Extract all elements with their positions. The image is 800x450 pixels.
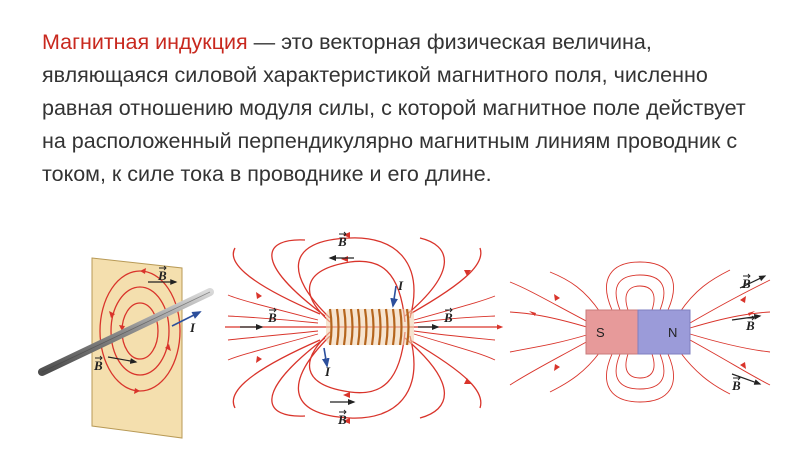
wire-figure xyxy=(42,258,210,438)
magnet-field-label-top: B xyxy=(742,276,751,291)
definition-text: — это векторная физическая величина, являющаяся силовой характеристикой магнитного поля, численно равная отношению модуля силы, с которой магнитное поле действует на расположенный перпендикулярно магнитным линиям проводник с током, к силе тока в проводнике и его длине. xyxy=(42,30,746,186)
solenoid-field-label-top: B xyxy=(338,234,347,249)
solenoid-field-label-right: B xyxy=(444,310,453,325)
solenoid-field-label-left: B xyxy=(268,310,277,325)
definition-term: Магнитная индукция xyxy=(42,30,248,54)
wire-field-label-bottom: B xyxy=(94,358,103,373)
solenoid-field-label-bottom: B xyxy=(338,412,347,427)
magnet-field-label-mid: B xyxy=(746,318,755,333)
magnet-south-label: S xyxy=(596,325,605,340)
solenoid-current-top-label: I xyxy=(398,278,404,293)
solenoid-figure xyxy=(225,232,500,427)
wire-field-label-top: B xyxy=(158,268,167,283)
solenoid-coil xyxy=(326,309,414,345)
magnet-south-pole xyxy=(586,310,638,354)
wire-current-label: I xyxy=(190,320,196,335)
magnet-north-pole xyxy=(638,310,690,354)
magnet-figure xyxy=(510,262,770,402)
magnet-field-label-bottom: B xyxy=(732,378,741,393)
magnet-north-label: N xyxy=(668,325,678,340)
solenoid-current-bottom-label: I xyxy=(325,364,331,379)
